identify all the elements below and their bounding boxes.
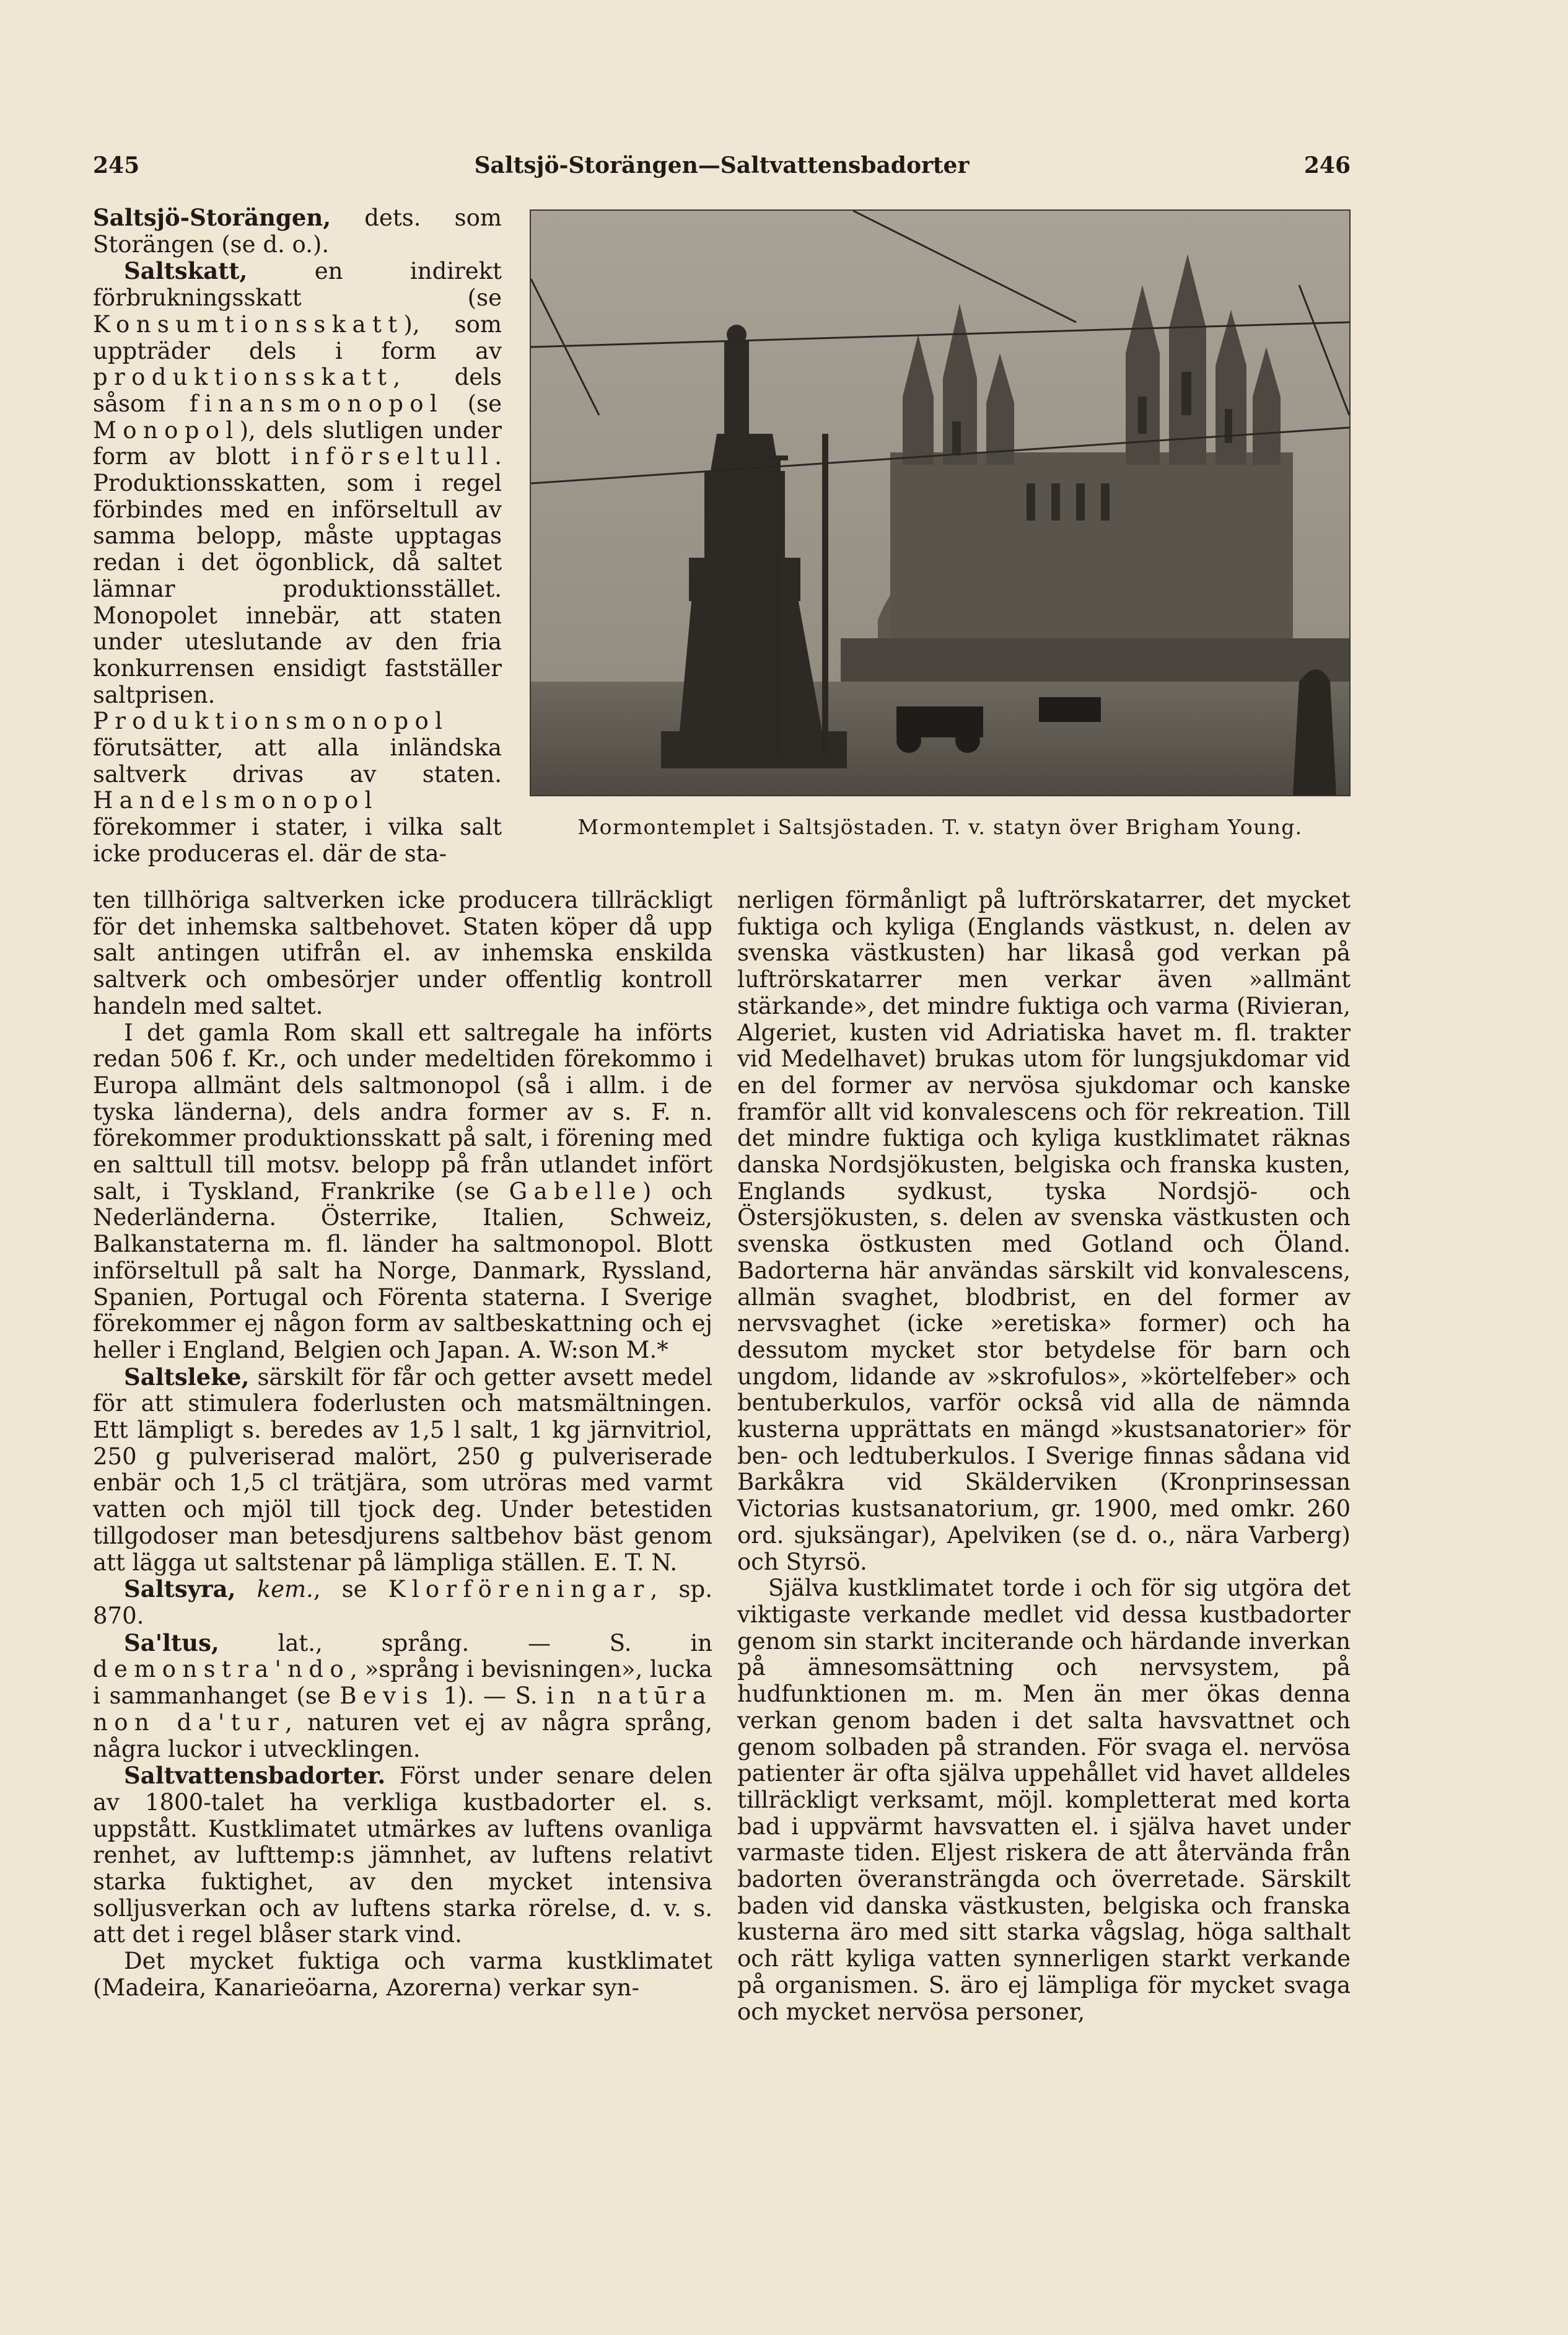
right-column — [737, 887, 1351, 2025]
running-title: Saltsjö-Storängen—Saltvattensbadorter — [474, 152, 970, 178]
entry-headword: Saltsjö-Storängen, — [93, 204, 331, 231]
cross-reference: Konsumtionsskatt — [93, 310, 404, 338]
paragraph: nerligen förmånligt på luftrörskatarrer, det mycket fuktiga och kyliga (Englands västkust, n. delen av svenska västkusten) har likaså god verkan på luftrörskatarrer men verkar även »allmänt stärkande», det mindre fuktiga och varma (Rivieran, Algeriet, kusten vid Adriatiska havet m. fl. trakter vid Medelhavet) brukas utom för lungsjukdomar vid en del former av nervösa sjukdomar och kanske framför allt vid konvalescens och för rekreation. Till det mindre fuktiga och kyliga kustklimatet räknas danska Nordsjökusten, belgiska och franska kusten, Englands sydkust, tyska Nordsjö- och Östersjökusten, s. delen av svenska västkusten och svenska östkusten med Gotland och Öland. Badorterna här användas särskilt vid konvalescens, allmän svaghet, blodbrist, en del former av nervsvaghet (icke »eretiska» former) och ha dessutom mycket stor betydelse för barn och ungdom, lidande av »skrofulos», »körtelfeber» och bentuberkulos, varför också vid alla de nämnda kusterna upprättats en mängd »kustsanatorier» för ben- och ledtuberkulos. I Sverige finnas sådana vid Barkåkra vid Skälderviken (Kronprinsessan Victorias kustsanatorium, gr. 1900, med omkr. 260 ord. sjuksängar), Apelviken (se d. o., nära Varberg) och Styrsö. — [737, 887, 1351, 1575]
entry-saltsyra: Saltsyra, kem., se Klorföreningar, sp. 870. — [93, 1575, 712, 1629]
cross-reference: Gabelle — [509, 1177, 642, 1205]
cross-reference: Monopol — [93, 416, 240, 444]
cross-reference: finansmonopol — [189, 390, 444, 417]
paragraph: Själva kustklimatet torde i och för sig utgöra det viktigaste verkande medlet vid dessa kustbadorter genom sin starkt inciterande och härdande inverkan på ämnesomsättning och nervsystem, på hudfunktionen m. m. Men än mer ökas denna verkan genom baden i det salta havsvattnet och genom solbaden på stranden. För svaga el. nervösa patienter är ofta själva uppehållet vid havet alldeles tillräckligt verksamt, möjl. kompletterat med korta bad i uppvärmt havsvatten el. i själva havet under varmaste tiden. Eljest riskera de att återvända från badorten överansträngda och överretade. Särskilt baden vid danska västkusten, belgiska och franska kusterna äro med sitt starka vågslag, höga salthalt och rätt kyliga vatten synnerligen starkt verkande på organismen. S. äro ej lämpliga för mycket svaga och mycket nervösa personer, — [737, 1575, 1351, 2025]
cross-reference: in natūra non da'tur — [93, 1682, 713, 1736]
page-number-right: 246 — [1303, 152, 1351, 178]
cross-reference: demonstra'ndo — [93, 1656, 351, 1683]
left-column-top — [93, 204, 502, 868]
paragraph: ten tillhöriga saltverken icke producera tillräckligt för det inhemska saltbehovet. Staten köper då upp salt antingen utifrån el. av inhemska enskilda saltverk och ombesörjer under offentlig kontroll handeln med saltet. — [93, 887, 712, 1019]
entry-saltsleke: Saltsleke, särskilt för får och getter avsett medel för att stimulera foderlusten och matsmältningen. Ett lämpligt s. beredes av 1,5 l salt, 1 kg järnvitriol, 250 g pulveriserad malört, 250 g pulveriserade enbär och 1,5 cl trätjära, som utröras med varmt vatten och mjöl till tjock deg. Under betestiden tillgodoser man betesdjurens saltbehov bäst genom att lägga ut saltstenar på lämpliga ställen. E. T. N. — [93, 1363, 712, 1576]
entry-saltskatt: Saltskatt, en indirekt förbrukningsskatt (se Konsumtionsskatt), som uppträder dels i form av produktionsskatt, dels såsom finansmonopol (se Monopol), dels slutligen under form av blott införseltull. Produktionsskatten, som i regel förbindes med en införseltull av samma belopp, måste upptagas redan i det ögonblick, då saltet lämnar produktionsstället. Monopolet innebär, att staten under uteslutande av den fria konkurrensen ensidigt fastställer saltprisen. Produktionsmonopol förutsätter, att alla inländska saltverk drivas av staten. Handelsmonopol förekommer i stater, i vilka salt icke produceras el. där de sta- — [93, 257, 502, 867]
entry-headword: Saltvattensbadorter. — [124, 1762, 386, 1790]
figure-caption: Mormontemplet i Saltsjöstaden. T. v. statyn över Brigham Young. — [577, 815, 1303, 839]
paragraph: I det gamla Rom skall ett saltregale ha införts redan 506 f. Kr., och under medeltiden förekommo i Europa allmänt dels saltmonopol (så i allm. i de tyska länderna), dels andra former av s. F. n. förekommer produktionsskatt på salt, i förening med en salttull till motsv. belopp på från utlandet infört salt, i Tyskland, Frankrike (se Gabelle) och Nederländerna. Österrike, Italien, Schweiz, Balkanstaterna m. fl. länder ha saltmonopol. Blott införseltull på salt ha Norge, Danmark, Ryssland, Spanien, Portugal och Förenta staterna. I Sverige förekommer ej någon form av saltbeskattning och ej heller i England, Belgien och Japan. A. W:son M.* — [93, 1019, 712, 1363]
page-header — [93, 152, 1351, 190]
cross-reference: införseltull — [291, 443, 495, 470]
entry-headword: Saltskatt, — [124, 257, 248, 285]
paragraph: Det mycket fuktiga och varma kustklimatet (Madeira, Kanarieöarna, Azorerna) verkar syn- — [93, 1948, 712, 2001]
entry-headword: Sa'ltus, — [124, 1629, 219, 1656]
entry-saltsjo-storangen: Saltsjö-Storängen, dets. som Storängen (se d. o.). — [93, 204, 502, 258]
entry-saltus: Sa'ltus, lat., språng. — S. in demonstra'ndo, »språng i bevisningen», lucka i sammanhanget (se Bevis 1). — S. in natūra non da'tur, naturen vet ej av några språng, några luckor i utvecklingen. — [93, 1629, 713, 1762]
cross-reference: Klorföreningar — [388, 1576, 650, 1603]
left-column-bottom — [93, 887, 712, 2002]
entry-headword: Saltsyra, — [124, 1575, 236, 1603]
entry-saltvattensbadorter: Saltvattensbadorter. Först under senare delen av 1800-talet ha verkliga kustbadorter el. s. uppstått. Kustklimatet utmärkes av luftens ovanliga renhet, av lufttemp:s jämnhet, av luftens relativt starka fuktighet, av den mycket intensiva solljusverkan och av luftens starka rörelse, d. v. s. att det i regel blåser stark vind. — [93, 1762, 712, 1948]
cross-reference: Bevis — [339, 1682, 434, 1710]
temple-photo-illustration — [531, 211, 1349, 795]
cross-reference: Handelsmonopol — [93, 787, 379, 814]
page-number-left: 245 — [93, 152, 140, 178]
photograph-mormon-temple — [530, 209, 1351, 796]
cross-reference: produktionsskatt — [93, 364, 393, 391]
cross-reference: Produktionsmonopol — [93, 708, 449, 735]
entry-headword: Saltsleke, — [124, 1363, 250, 1391]
